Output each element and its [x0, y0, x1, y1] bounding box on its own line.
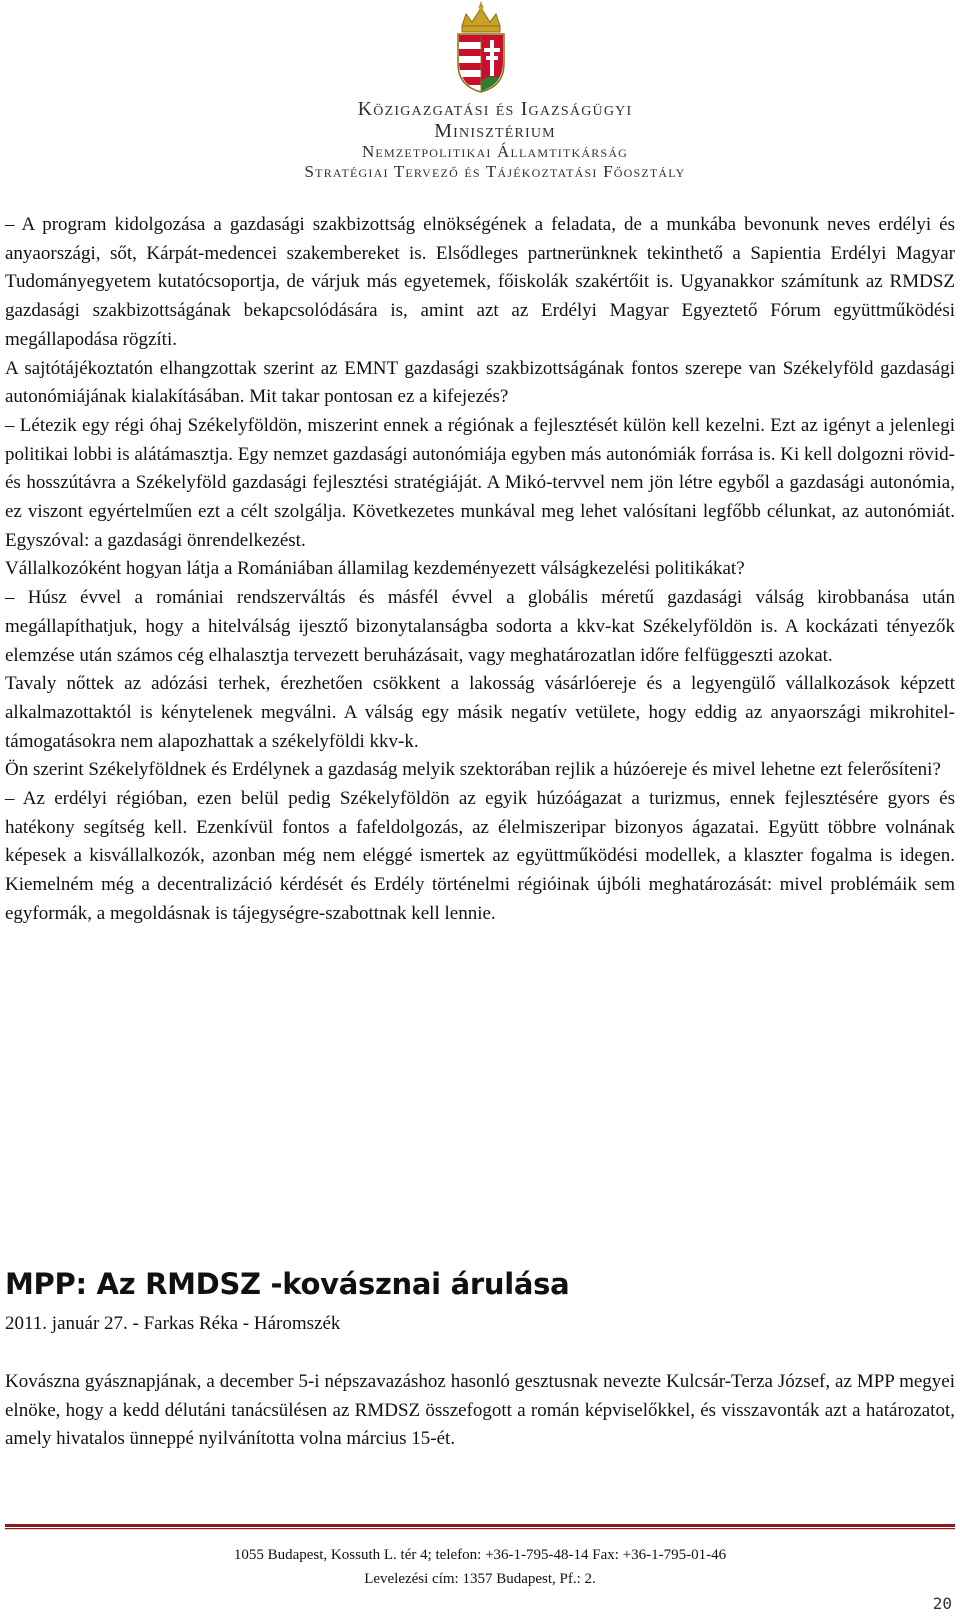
footer-divider [5, 1524, 955, 1530]
body-paragraph: Ön szerint Székelyföldnek és Erdélynek a gazdaság melyik szektorában rejlik a húzóereje és mivel lehetne ezt felerősíteni? [5, 759, 941, 781]
body-paragraph: – Létezik egy régi óhaj Székelyföldön, miszerint ennek a régiónak a fejlesztését külön kell kezelni. Ezt az igényt a jelenlegi politikai lobbi is alátámasztja. Egy nemzet gazdasági autonómiája egyben más autonómiák forrása is. Ki kell dolgozni rövid- és hosszútávra a Székelyföld gazdasági fejlesztési stratégiáját. A Mikó-tervvel nem jön létre egyből a gazdasági autonómia, ez viszont egyértelműen ezt a célt szolgálja. Következetes munkával meg lehet valósítani legfőbb célunkat, az autonómiát. Egyszóval: a gazdasági önrendelkezést. [5, 414, 955, 551]
letterhead [0, 0, 960, 190]
footer-mailing-address: Levelezési cím: 1357 Budapest, Pf.: 2. [364, 1571, 596, 1587]
article-byline: 2011. január 27. - Farkas Réka - Háromszék [5, 1313, 341, 1334]
ministry-line: Minisztérium [434, 120, 556, 142]
footer-address: 1055 Budapest, Kossuth L. tér 4; telefon: +36-1-795-48-14 Fax: +36-1-795-01-46 [233, 1547, 727, 1563]
interview-body [5, 211, 955, 929]
body-paragraph: – A program kidolgozása a gazdasági szakbizottság elnökségének a feladata, de a munkába bevonunk neves erdélyi és anyaországi, sőt, Kárpát-medencei szakembereket is. Elsődleges partnerünknek tekinthető a Sapientia Erdélyi Magyar Tudományegyetem kutatócsoportja, de várjuk más egyetemek, főiskolák szakértőit is. Ugyanakkor számítunk az RMDSZ gazdasági szakbizottságának bekapcsolódására is, amint azt az Erdélyi Magyar Egyeztető Fórum együttműködési megállapodása rögzíti. [5, 214, 955, 350]
hungarian-coat-of-arms-icon [452, 2, 510, 94]
body-paragraph: Tavaly nőttek az adózási terhek, érezhetően csökkent a lakosság vásárlóereje és a legyengülő vállalkozások képzett alkalmazottaktól is kénytelenek megválni. A válság egy másik negatív vetülete, hogy eddig az anyaországi mikrohitel-támogatásokra nem alapozhattak a székelyföldi kkv-k. [5, 673, 955, 752]
article-lead: Kovászna gyásznapjának, a december 5-i népszavazáshoz hasonló gesztusnak nevezte Kulcsár-Terza József, az MPP megyei elnöke, hogy a kedd délutáni tanácsülésen az RMDSZ összefogott a román képviselőkkel, és visszavonták azt a határozatot, amely hivatalos ünneppé nyilvánította volna március 15-ét. [5, 1371, 955, 1450]
ministry-name [200, 98, 790, 182]
ministry-line: Nemzetpolitikai Államtitkárság [361, 142, 629, 161]
body-paragraph: – Az erdélyi régióban, ezen belül pedig Székelyföldön az egyik húzóágazat a turizmus, ennek fejlesztésére gyors és hatékony segítség kell. Ezenkívül fontos a fafeldolgozás, az élelmiszeripar bizonyos ágazatai. Együtt többre volnának képesek a kisvállalkozók, azonban még nem eléggé ismertek az együttműködési modellek, a klaszter fogalma is idegen. Kiemelném még a decentralizáció kérdését és Erdély történelmi régióinak újbóli meghatározását: mivel problémáik sem egyformák, a megoldásnak is tájegységre-szabottnak kell lennie. [5, 788, 955, 924]
body-paragraph: A sajtótájékoztatón elhangzottak szerint az EMNT gazdasági szakbizottságának fontos szerepe van Székelyföld gazdasági autonómiájának kialakításában. Mit takar pontosan ez a kifejezés? [5, 357, 955, 408]
body-paragraph: – Húsz évvel a romániai rendszerváltás és másfél évvel a globális méretű gazdasági válság kirobbanása után megállapíthatjuk, hogy a hitelválság ijesztő bizonytalanságba sodorta a kkv-kat Székelyföldön is. A kockázati tényezők elemzése után számos cég elhalasztja tervezett beruházásait, vagy meghatározatlan időre felfüggeszti azokat. [5, 587, 955, 666]
body-paragraph: Vállalkozóként hogyan látja a Romániában államilag kezdeményezett válságkezelési politikákat? [5, 558, 745, 580]
page-number: 20 [932, 1594, 952, 1613]
article-title: MPP: Az RMDSZ -kovásznai árulása [5, 1267, 570, 1301]
ministry-line: Stratégiai Tervező és Tájékoztatási Főosztály [304, 162, 686, 181]
ministry-line: Közigazgatási és Igazságügyi [357, 98, 633, 120]
